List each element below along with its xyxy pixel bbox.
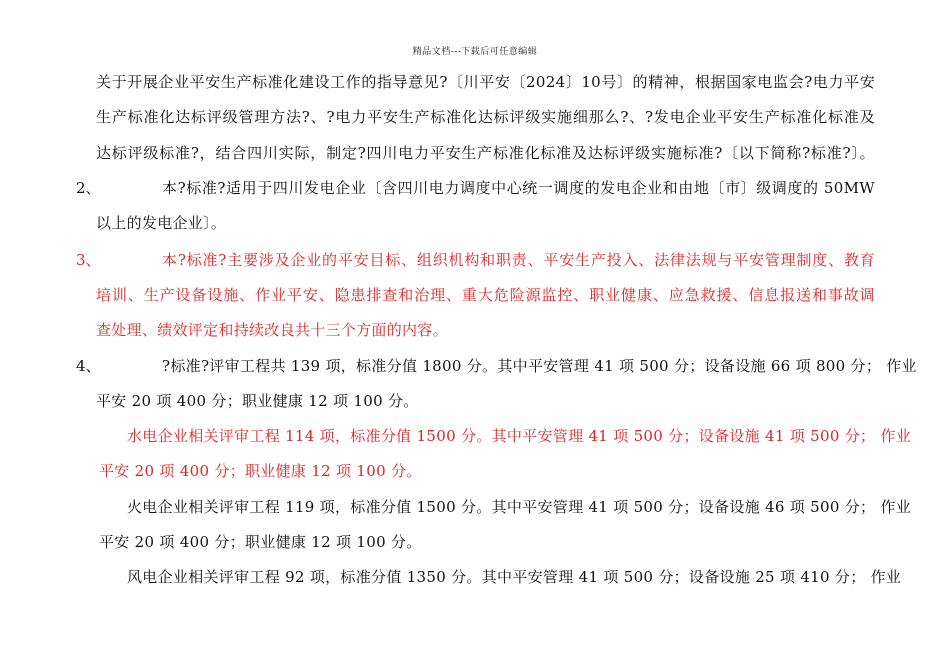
hydro-line-1: 水电企业相关评审工程 114 项，标准分值 1500 分。其中平安管理 41 项 500 分；设备设施 41 项 500 分； 作业: [127, 427, 912, 445]
page-header: 精品文档---下载后可任意编辑: [412, 47, 538, 57]
item-4-line-1: ?标准?评审工程共 139 项，标准分值 1800 分。其中平安管理 41 项 500 分；设备设施 66 项 800 分； 作业: [162, 357, 917, 375]
thermal-line-1: 火电企业相关评审工程 119 项，标准分值 1500 分。其中平安管理 41 项 500 分；设备设施 46 项 500 分； 作业: [127, 498, 912, 516]
thermal-line-2: 平安 20 项 400 分；职业健康 12 项 100 分。: [99, 533, 422, 551]
paragraph-1-line-3: 达标评级标准?，结合四川实际，制定?四川电力平安生产标准化标准及达标评级实施标准?〔以下简称?标准?〕。: [96, 144, 875, 162]
item-3-line-2: 培训、生产设备设施、作业平安、隐患排查和治理、重大危险源监控、职业健康、应急救援、信息报送和事故调: [96, 286, 875, 304]
paragraph-1-line-1: 关于开展企业平安生产标准化建设工作的指导意见?〔川平安〔2024〕10号〕的精神，根据国家电监会?电力平安: [96, 73, 875, 91]
item-4-number: 4、: [76, 357, 101, 375]
item-2-line-1: 本?标准?适用于四川发电企业〔含四川电力调度中心统一调度的发电企业和由地〔市〕级调度的 50MW: [162, 179, 875, 197]
item-4-line-2: 平安 20 项 400 分；职业健康 12 项 100 分。: [96, 392, 419, 410]
item-2-line-2: 以上的发电企业〕。: [96, 214, 227, 232]
item-3-line-1: 本?标准?主要涉及企业的平安目标、组织机构和职责、平安生产投入、法律法规与平安管理制度、教育: [162, 251, 875, 269]
item-2-number: 2、: [76, 179, 101, 197]
wind-line-1: 风电企业相关评审工程 92 项，标准分值 1350 分。其中平安管理 41 项 500 分；设备设施 25 项 410 分； 作业: [127, 568, 902, 586]
item-3-number: 3、: [76, 251, 101, 269]
item-3-line-3: 查处理、绩效评定和持续改良共十三个方面的内容。: [96, 321, 448, 339]
hydro-line-2: 平安 20 项 400 分；职业健康 12 项 100 分。: [99, 462, 422, 480]
paragraph-1-line-2: 生产标准化达标评级管理方法?、?电力平安生产标准化达标评级实施细那么?、?发电企业平安生产标准化标准及: [96, 108, 875, 126]
